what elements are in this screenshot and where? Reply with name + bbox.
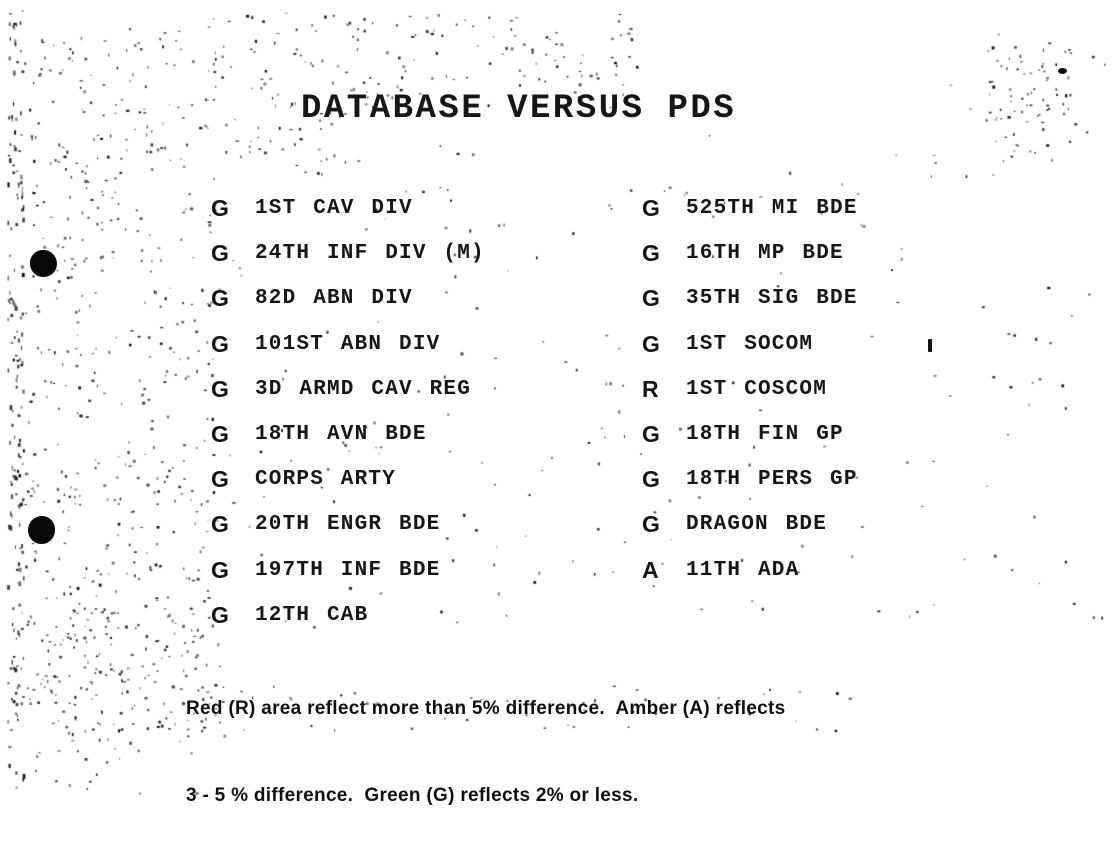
status-code: G xyxy=(211,375,229,402)
unit-row xyxy=(211,512,485,557)
legend-text xyxy=(186,636,786,850)
status-code: G xyxy=(211,240,229,267)
status-code: G xyxy=(211,195,229,221)
status-code: G xyxy=(642,285,660,312)
status-code: G xyxy=(642,195,660,221)
unit-name: 3D ARMD CAV REG xyxy=(255,377,472,401)
scan-artifact-dot xyxy=(1058,68,1067,74)
status-code: R xyxy=(642,375,659,402)
unit-row xyxy=(211,377,485,422)
unit-name: 1ST CAV DIV xyxy=(255,197,413,220)
legend-line-2: 3 - 5 % difference. Green (G) reflects 2% or less. xyxy=(186,785,639,806)
unit-row xyxy=(211,422,485,467)
status-code: G xyxy=(211,285,229,312)
unit-status-column-left xyxy=(211,196,485,648)
unit-name: DRAGON BDE xyxy=(686,513,828,537)
page-title: DATABASE VERSUS PDS xyxy=(301,90,737,128)
status-code: G xyxy=(211,466,229,493)
unit-row xyxy=(211,332,485,377)
unit-name: 20TH ENGR BDE xyxy=(255,513,441,537)
status-code: G xyxy=(211,330,229,357)
unit-row xyxy=(642,512,858,557)
unit-row xyxy=(642,422,858,467)
status-code: G xyxy=(211,511,229,538)
unit-row xyxy=(211,286,485,331)
status-code: G xyxy=(642,466,660,493)
scan-artifact-tick xyxy=(928,339,932,352)
status-code: G xyxy=(642,330,660,357)
unit-name: 18TH PERS GP xyxy=(686,468,858,492)
status-code: G xyxy=(642,511,660,538)
status-code: G xyxy=(211,601,229,628)
unit-row xyxy=(642,558,858,603)
status-code: G xyxy=(211,420,229,447)
unit-name: 197TH INF BDE xyxy=(255,558,441,582)
unit-row xyxy=(642,196,858,241)
unit-name: 12TH CAB xyxy=(255,603,369,627)
unit-row xyxy=(211,196,485,241)
unit-name: 1ST COSCOM xyxy=(686,377,828,401)
status-code: G xyxy=(642,420,660,447)
unit-name: 18TH FIN GP xyxy=(686,422,844,446)
unit-row xyxy=(642,241,858,286)
status-code: A xyxy=(642,556,659,583)
legend-line-1: Red (R) area reflect more than 5% difference. Amber (A) reflects xyxy=(186,698,786,719)
unit-name: 101ST ABN DIV xyxy=(255,332,441,356)
unit-row xyxy=(642,286,858,331)
status-code: G xyxy=(642,240,660,267)
unit-name: 24TH INF DIV (M) xyxy=(255,242,485,266)
unit-name: 16TH MP BDE xyxy=(686,242,844,266)
punch-hole xyxy=(28,516,55,544)
unit-row xyxy=(642,332,858,377)
unit-status-column-right xyxy=(642,196,858,603)
status-code: G xyxy=(211,556,229,583)
unit-name: 525TH MI BDE xyxy=(686,197,858,220)
unit-row xyxy=(211,467,485,512)
unit-name: 18TH AVN BDE xyxy=(255,422,427,446)
punch-hole xyxy=(30,250,57,277)
unit-name: 11TH ADA xyxy=(686,558,800,582)
unit-row xyxy=(642,467,858,512)
unit-name: CORPS ARTY xyxy=(255,468,397,492)
unit-row xyxy=(642,377,858,422)
unit-name: 35TH SIG BDE xyxy=(686,287,858,311)
unit-row xyxy=(211,241,485,286)
unit-row xyxy=(211,558,485,603)
unit-name: 1ST SOCOM xyxy=(686,332,814,356)
unit-name: 82D ABN DIV xyxy=(255,287,413,311)
